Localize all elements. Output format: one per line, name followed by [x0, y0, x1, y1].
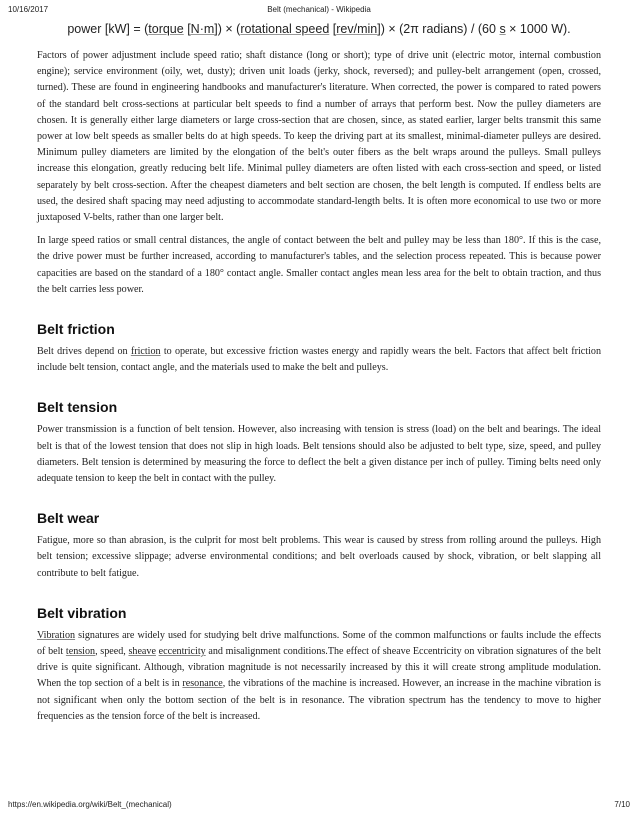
print-footer: [0, 800, 638, 812]
link-friction[interactable]: friction: [130, 346, 161, 358]
paragraph-belt-vibration: [37, 628, 601, 725]
paragraph-text: and misalignment conditions.The effect of sheave Eccentricity on vibration signatures of the belt drive is quite significant. Although, vibration magnitude is not necessarily increased by this it will create strong amplitude modulation. When the top section of a belt is in: [37, 646, 602, 690]
heading-belt-vibration: Belt vibration: [37, 604, 127, 621]
paragraph-contact-angle: In large speed ratios or small central distances, the angle of contact between the belt and pulley may be less than 180°. If this is the case, the drive power must be further increased, according to manufacturer's tables, and the selection process repeated. This is because power capacities are based on the standard of a 180° contact angle. Smaller contact angles mean less area for the belt to obtain traction, and thus the belt carries less power.: [37, 235, 601, 295]
formula-text: ]) × (: [214, 22, 241, 36]
paragraph-belt-wear: Fatigue, more so than abrasion, is the culprit for most belt problems. This wear is caused by stress from rolling around the pulleys. High belt tension; excessive slippage; adverse environmental conditions; and belt overloads caused by shock, vibration, or belt slapping all contribute to belt fatigue.: [37, 535, 601, 579]
heading-belt-tension: Belt tension: [37, 399, 118, 416]
paragraph-text: Belt drives depend on: [37, 346, 131, 358]
print-date: 10/16/2017: [8, 5, 49, 14]
paragraph-text: to operate, but excessive friction wastes energy and rapidly wears the belt. Factors that affect belt friction include belt tension, contact angle, and the materials used to make the belt and pulleys.: [37, 346, 601, 374]
print-url: https://en.wikipedia.org/wiki/Belt_(mechanical): [8, 800, 172, 809]
link-sheave[interactable]: sheave: [128, 646, 156, 658]
link-torque[interactable]: torque: [148, 22, 184, 36]
formula-text: ]) × (2π radians) / (60: [377, 22, 500, 36]
link-tension[interactable]: tension: [65, 646, 96, 658]
formula-text: [: [183, 22, 191, 36]
link-rotational-speed[interactable]: rotational speed: [240, 22, 330, 36]
heading-belt-wear: Belt wear: [37, 510, 100, 527]
link-resonance[interactable]: resonance: [182, 678, 223, 690]
link-rev-min[interactable]: rev/min: [336, 22, 378, 36]
link-newton-metre[interactable]: N·m: [190, 22, 215, 36]
link-second[interactable]: s: [499, 22, 506, 36]
power-formula: [37, 22, 601, 36]
page-number: 7/10: [614, 800, 630, 809]
paragraph-belt-friction: [37, 344, 601, 376]
formula-text: power [kW] = (: [67, 22, 149, 36]
paragraph-power-adjustment: Factors of power adjustment include speed ratio; shaft distance (long or short); type of drive unit (electric motor, internal combustion engine); service environment (oily, wet, dusty); driven unit loads (jerky, shock, reversed); and pulley-belt arrangement (open, crossed, turned). These are found in engineering handbooks and manufacturer's literature. When corrected, the power is compared to rated powers of the standard belt cross-sections at particular belt speeds to find a number of arrays that perform best. Now the pulley diameters are chosen. It is generally either large diameters or large cross-section that are chosen, since, as stated earlier, larger belts transmit this same power at low belt speeds as smaller belts do at high speeds. To keep the driving part at its smallest, minimal-diameter pulleys are desired. Minimum pulley diameters are limited by the elongation of the belt's outer fibers as the belt wraps around the pulleys. Small pulleys increase this elongation, greatly reducing belt life. Minimal pulley diameters are often listed with each cross-section and speed, or listed separately by belt cross-section. After the cheapest diameters and belt section are chosen, the belt length is computed. If endless belts are used, the desired shaft spacing may need adjusting to accommodate standard-length belts. It is often more economical to use two or more juxtaposed V-belts, rather than one larger belt.: [37, 50, 601, 224]
formula-text: × 1000 W).: [505, 22, 571, 36]
link-vibration[interactable]: Vibration: [37, 629, 76, 641]
link-eccentricity[interactable]: eccentricity: [158, 646, 206, 658]
heading-belt-friction: Belt friction: [37, 321, 115, 338]
paragraph-belt-tension: Power transmission is a function of belt tension. However, also increasing with tension is stress (load) on the belt and bearings. The ideal belt is that of the lowest tension that does not slip in high loads. Belt tensions should also be adjusted to belt type, size, speed, and pulley diameters. Belt tension is determined by measuring the force to deflect the belt a given distance per inch of pulley. Timing belts need only adequate tension to keep the belt in contact with the pulley.: [37, 424, 601, 485]
paragraph-text: signatures are widely used for studying belt drive malfunctions. Some of the common malfunctions or faults include the effects of belt: [37, 629, 601, 658]
print-header: [0, 5, 638, 17]
article-body: [37, 22, 601, 732]
formula-text: [: [329, 22, 337, 36]
print-title: Belt (mechanical) - Wikipedia: [267, 5, 371, 14]
paragraph-text: , speed,: [95, 646, 129, 658]
paragraph-text: , the vibrations of the machine is increased. However, an increase in the machine vibration is not significant when only the bottom section of the belt is in resonance. The vibration spectrum has the tendency to move to higher frequencies as the tension force of the belt is increased.: [37, 678, 601, 722]
